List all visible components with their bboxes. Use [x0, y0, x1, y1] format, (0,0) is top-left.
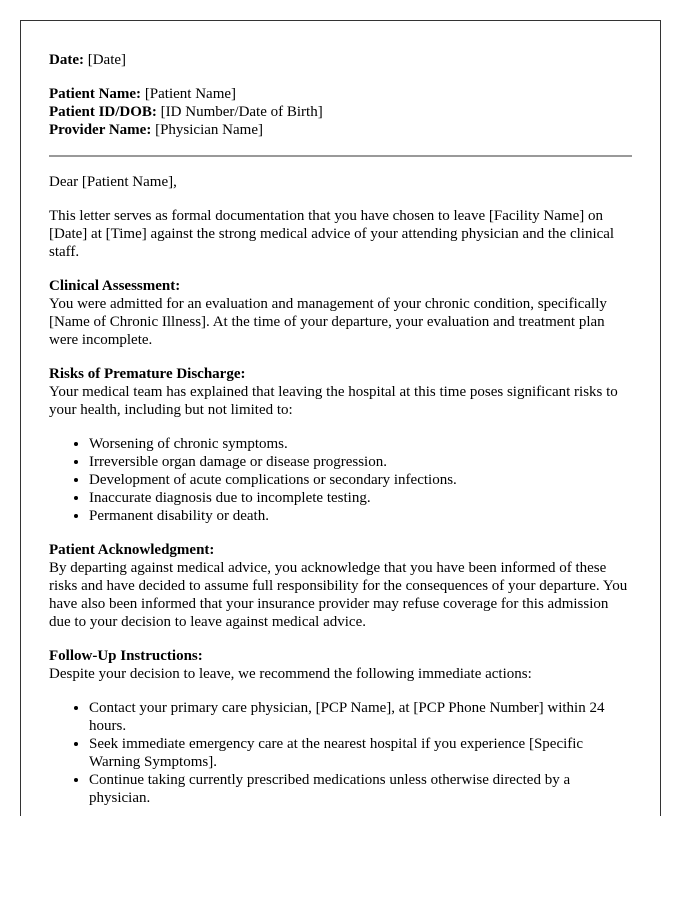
list-item: • Permanent disability or death.	[89, 507, 632, 525]
section-heading: Clinical Assessment:	[49, 278, 181, 294]
salutation: Dear [Patient Name],	[49, 174, 177, 190]
risks-list	[49, 435, 632, 525]
divider	[49, 155, 632, 157]
followup-list	[49, 699, 632, 807]
section-heading: Risks of Premature Discharge:	[49, 366, 246, 382]
list-item: • Inaccurate diagnosis due to incomplete testing.	[89, 489, 632, 507]
section-heading: Patient Acknowledgment:	[49, 542, 215, 558]
list-item: • Irreversible organ damage or disease progression.	[89, 453, 632, 471]
list-item: • Contact your primary care physician, [PCP Name], at [PCP Phone Number] within 24 hours.	[89, 699, 632, 735]
patient-info: Patient Name: [Patient Name] Patient ID/DOB: [ID Number/Date of Birth] Provider Name: [Physician Name]	[49, 86, 323, 138]
clinical-section: Clinical Assessment: You were admitted for an evaluation and management of your chronic condition, specifically [Name of Chronic Illness]. At the time of your departure, your evaluation and treatment plan were incomplete.	[49, 278, 607, 348]
list-item: • Continue taking currently prescribed medications unless otherwise directed by a physician.	[89, 771, 632, 807]
followup-section: Follow-Up Instructions: Despite your decision to leave, we recommend the following immediate actions:	[49, 648, 532, 682]
acknowledgment-section: Patient Acknowledgment: By departing against medical advice, you acknowledge that you have been informed of these risks and have decided to assume full responsibility for the consequences of your departure. You have also been informed that your insurance provider may refuse coverage for this admission due to your decision to leave against medical advice.	[49, 542, 628, 630]
intro-paragraph: This letter serves as formal documentation that you have chosen to leave [Facility Name] on [Date] at [Time] against the strong medical advice of your attending physician and the clinical staff.	[49, 208, 615, 260]
letter-page	[20, 20, 661, 816]
list-item: • Development of acute complications or secondary infections.	[89, 471, 632, 489]
list-item: • Seek immediate emergency care at the nearest hospital if you experience [Specific Warning Symptoms].	[89, 735, 632, 771]
risks-section: Risks of Premature Discharge: Your medical team has explained that leaving the hospital at this time poses significant risks to your health, including but not limited to:	[49, 366, 618, 418]
date-line: Date: [Date]	[49, 52, 127, 68]
list-item: • Worsening of chronic symptoms.	[89, 435, 632, 453]
section-heading: Follow-Up Instructions:	[49, 648, 203, 664]
